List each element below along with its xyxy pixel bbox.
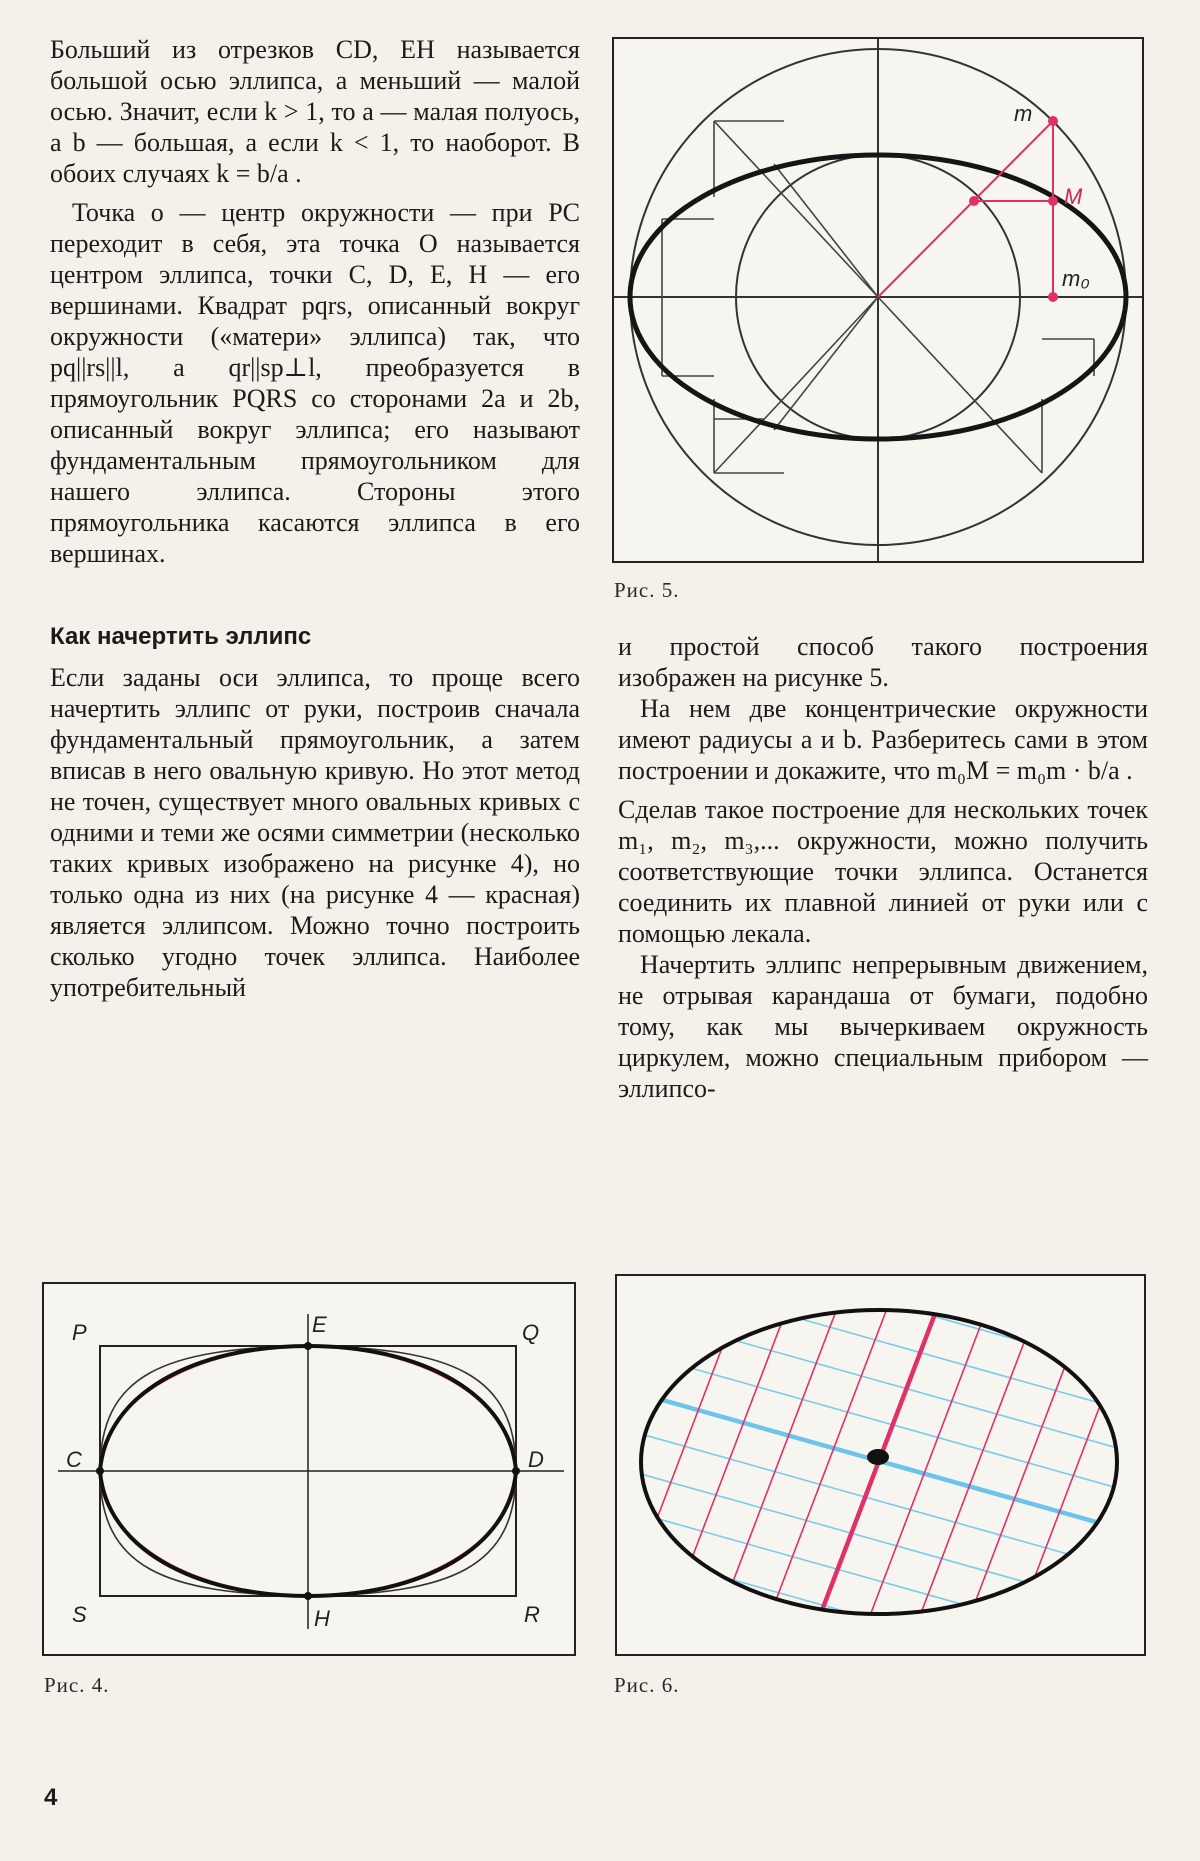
figure-6 [615,1274,1146,1656]
point-m0 [1048,292,1058,302]
figure-4-caption: Рис. 4. [44,1673,110,1697]
figure-4 [42,1282,576,1656]
label-H: H [314,1606,330,1631]
center-point [867,1449,889,1465]
figure-5 [612,37,1144,563]
label-E: E [312,1312,327,1337]
paragraph-concentric-circles: На нем две концентрические окружности имеют радиусы a и b. Разберитесь сами в этом построении и докажите, что m₀M = m₀m · b/a . [618,694,1148,785]
paragraph-continuous-motion: Начертить эллипс непрерывным движением, не отрывая карандаша от бумаги, подобно тому, как мы вычеркиваем окружность циркулем, можно специальным прибором — эллипсо- [618,950,1148,1103]
label-P: P [72,1320,87,1345]
label-C: C [66,1447,82,1472]
paragraph-how-to-draw: Если заданы оси эллипса, то проще всего начертить эллипс от руки, построив сначала фундаментальный прямоугольник, а затем вписав в него овальную кривую. Но этот метод не точен, существует много овальных кривых с одними и теми же осями симметрии (несколько таких кривых изображено на рисунке 4), но только одна из них (на рисунке 4 — красная) является эллипсом. Можно точно построить сколько угодно точек эллипса. Наиболее употребительный [50,663,580,1002]
point-M [1048,196,1058,206]
label-m0: m₀ [1062,266,1090,291]
label-D: D [528,1447,544,1472]
left-column [50,34,580,1003]
figure-6-drawing [617,1276,1144,1654]
figure-6-caption: Рис. 6. [614,1673,680,1697]
paragraph-simple-method: и простой способ такого построения изображен на рисунке 5. [618,632,1148,692]
label-R: R [524,1602,540,1627]
label-Q: Q [522,1320,540,1345]
section-heading: Как начертить эллипс [50,623,312,650]
figure-4-drawing [44,1284,574,1654]
label-M: M [1064,184,1083,209]
label-m: m [1014,101,1033,126]
figure-5-caption: Рис. 5. [614,578,680,602]
paragraph-several-points: Сделав такое построение для нескольких точек m₁, m₂, m₃,... окружности, можно получить соответствующие точки эллипса. Останется соединить их плавной линией от руки или с помощью лекала. [618,795,1148,948]
right-column [618,631,1148,1104]
page-number: 4 [44,1784,58,1811]
label-S: S [72,1602,87,1627]
figure-5-drawing [614,39,1142,561]
paragraph-major-minor-axis: Больший из отрезков CD, EH называется большой осью эллипса, а меньший — малой осью. Значит, если k > 1, то a — малая полуось, а b — большая, а если k < 1, то наоборот. В обоих случаях k = b/a . [50,35,580,188]
paragraph-center-vertices: Точка o — центр окружности — при PC переходит в себя, эта точка O называется центром эллипса, точки C, D, E, H — его вершинами. Квадрат pqrs, описанный вокруг окружности («матери» эллипса) так, что pq||rs||l, а qr||sp⊥l, преобразуется в прямоугольник PQRS со сторонами 2a и 2b, описанный вокруг эллипса; его называют фундаментальным прямоугольником для нашего эллипса. Стороны этого прямоугольника касаются эллипса в его вершинах. [50,198,580,568]
point-inner [969,196,979,206]
point-m [1048,116,1058,126]
